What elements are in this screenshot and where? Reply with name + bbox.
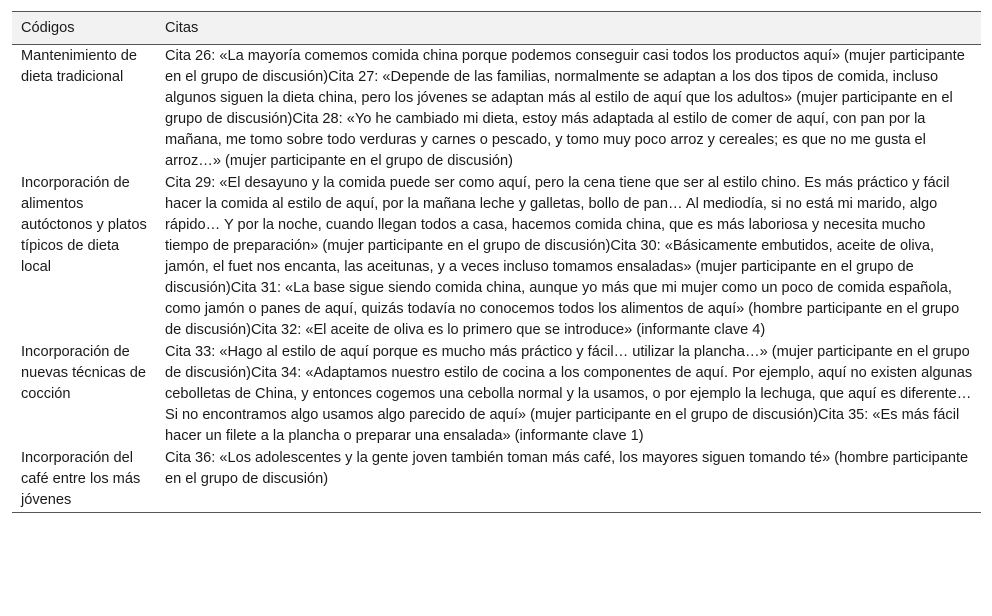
table-row <box>12 341 981 447</box>
code-cell: Incorporación de alimentos autóctonos y platos típicos de dieta local <box>21 175 147 275</box>
quotes-cell: Cita 29: «El desayuno y la comida puede ser como aquí, pero la cena tiene que ser al estilo chino. Es más práctico y fácil hacer la comida al estilo de aquí, por la mañana leche y galletas, bollo de pan… Al mediodía, si no está mi marido, algo rápido… Y por la noche, cuando llegan todos a casa, hacemos comida china, que es más laboriosa y necesita mucho tiempo de preparación» (mujer participante en el grupo de discusión)Cita 30: «Básicamente embutidos, aceite de oliva, jamón, el fuet nos encanta, las aceitunas, y a veces incluso tomamos ensaladas» (mujer participante en el grupo de discusión)Cita 31: «La base sigue siendo comida china, aunque yo más que mi mujer como un poco de comida española, como jamón o panes de aquí, quizás todavía no conocemos todos los alimentos de aquí» (hombre participante en el grupo de discusión)Cita 32: «El aceite de oliva es lo primero que se introduce» (informante clave 4) <box>165 175 960 338</box>
code-cell: Incorporación del café entre los más jóvenes <box>12 447 156 513</box>
header-codes: Códigos <box>12 12 156 45</box>
citations-table <box>12 11 981 513</box>
table-row <box>12 172 981 341</box>
citations-table-container <box>12 11 981 513</box>
quotes-cell: Cita 36: «Los adolescentes y la gente joven también toman más café, los mayores siguen tomando té» (hombre participante en el grupo de discusión) <box>156 447 981 513</box>
header-row <box>12 12 981 45</box>
table-body <box>12 45 981 513</box>
code-cell: Mantenimiento de dieta tradicional <box>21 48 138 85</box>
header-quotes: Citas <box>156 12 981 45</box>
code-cell: Incorporación de nuevas técnicas de cocción <box>21 344 146 402</box>
table-row <box>12 45 981 173</box>
table-header <box>12 12 981 45</box>
quotes-cell: Cita 26: «La mayoría comemos comida china porque podemos conseguir casi todos los productos aquí» (mujer participante en el grupo de discusión)Cita 27: «Depende de las familias, normalmente se adaptan a los dos tipos de comida, incluso algunos siguen la dieta china, pero los jóvenes se adaptan más al estilo de aquí que los adultos» (mujer participante en el grupo de discusión)Cita 28: «Yo he cambiado mi dieta, estoy más adaptada al estilo de comer de aquí, con pan por la mañana, me tomo sobre todo verduras y carnes o pescado, y tomo muy poco arroz y cereales; es que no me gusta el arroz…» (mujer participante en el grupo de discusión) <box>165 48 965 169</box>
table-row <box>12 447 981 513</box>
quotes-cell: Cita 33: «Hago al estilo de aquí porque es mucho más práctico y fácil… utilizar la plancha…» (mujer participante en el grupo de discusión)Cita 34: «Adaptamos nuestro estilo de cocina a los componentes de aquí. Por ejemplo, aquí no existen algunas cebolletas de China, y entonces cogemos una cebolla normal y la usamos, o por ejemplo la lechuga, que aquí es diferente… Si no encontramos algo usamos algo parecido de aquí» (mujer participante en el grupo de discusión)Cita 35: «Es más fácil hacer un filete a la plancha o preparar una ensalada» (informante clave 1) <box>165 344 973 444</box>
